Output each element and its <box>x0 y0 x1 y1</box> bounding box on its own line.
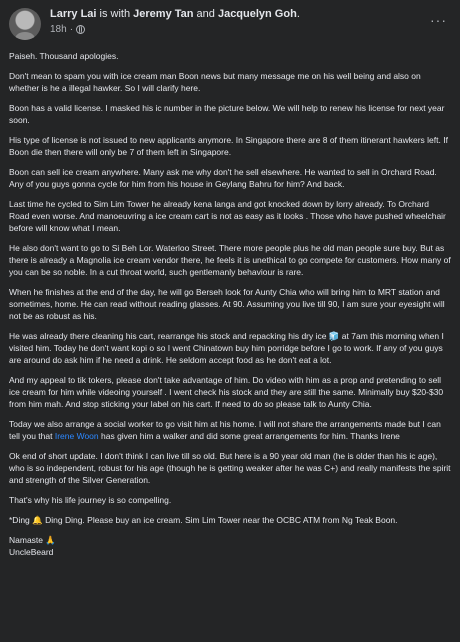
tagged-person-2[interactable]: Jacquelyn Goh <box>217 8 297 20</box>
paragraph: Don't mean to spam you with ice cream man Boon news but many message me on his well being and also on whether is he a illegal hawker. So I will clarify here. <box>9 71 421 93</box>
paragraph: Last time he cycled to Sim Lim Tower he already kena langa and got knocked down by lorry already. To Orchard Road even worse. And manoeuvring a ice cream cart is not as easy as it looks . Those who have pushed wheelchair before will know what I mean. <box>9 199 446 233</box>
paragraph: Paiseh. Thousand apologies. <box>9 51 119 61</box>
social-text-after: has given him a walker and did some great arrangements for him. Thanks Irene <box>98 431 400 441</box>
author-avatar[interactable] <box>9 8 41 40</box>
and-text: and <box>193 8 218 20</box>
paragraph: He also don't want to go to Si Beh Lor. Waterloo Street. There more people plus he old man people sure buy. But as there is already a Magnolia ice cream vendor there, he feels it is unethical to go compete for customers. How many of you can be so noble. In a cut throat world, such gentlemanly behaviour is rare. <box>9 243 451 277</box>
paragraph: Boon has a valid license. I masked his ic number in the picture below. We will help to renew his license for next year soon. <box>9 103 445 125</box>
paragraph: He was already there cleaning his cart, rearrange his stock and repacking his dry ice 🧊 at 7am this morning when I visited him. Today he don't want kopi o so I went Chinatown buy him porridge before I go to work. If any of you guys are around do ask him if he need a drink. He seldom accept food as he don't eat a lot. <box>9 331 444 365</box>
post-header <box>9 8 451 42</box>
paragraph: Ok end of short update. I don't think I can live till so old. But here is a 90 year old man (he is older than his ic age), who is so independent, robust for his age (though he is getting weaker after he was C+) and really manifests the spirit and strength of the Silver Generation. <box>9 451 451 485</box>
post-subline <box>50 23 430 36</box>
post-author-line <box>50 8 430 21</box>
post-body <box>9 50 451 558</box>
post-timestamp[interactable]: 18h <box>50 24 67 35</box>
more-options-icon[interactable]: ··· <box>430 12 447 28</box>
paragraph: Boon can sell ice cream anywhere. Many ask me why don't he sell elsewhere. He wanted to sell in Orchard Road. Any of you guys gonna cycle for him from his house in Geylang Bahru for him? And back. <box>9 167 437 189</box>
with-text: is with <box>96 8 134 20</box>
tagged-irene-woon-link[interactable]: Irene Woon <box>54 431 99 441</box>
post-meta <box>50 8 430 36</box>
tagged-person-1[interactable]: Jeremy Tan <box>133 8 194 20</box>
paragraph: And my appeal to tik tokers, please don't take advantage of him. Do video with him as a prop and pretending to sell ice cream for him while videoing yourself . I went check his stock and they are still the same. Minimally buy $20-$30 from him mah. And stop sticking your label on his cart. If need to do so please talk to Aunty Chia. <box>9 375 444 409</box>
namaste-text: Namaste 🙏 <box>9 535 56 545</box>
paragraph: *Ding 🔔 Ding Ding. Please buy an ice cream. Sim Lim Tower near the OCBC ATM from Ng Teak Boon. <box>9 515 398 525</box>
paragraph: His type of license is not issued to new applicants anymore. In Singapore there are 8 of them itinerant hawkers left. If Boon die then there will only be 7 of them left in Singapore. <box>9 135 448 157</box>
author-name[interactable]: Larry Lai <box>50 8 97 20</box>
globe-icon[interactable] <box>76 25 85 34</box>
paragraph-social-worker <box>9 418 451 442</box>
signoff <box>9 534 451 558</box>
period-text: . <box>296 8 300 20</box>
paragraph: When he finishes at the end of the day, he will go Berseh look for Aunty Chia who will bring him to MRT station and sometimes, home. He can read without reading glasses. At 90. Assuming you live till 90, I am sure your eyesight will not be as robust as his. <box>9 287 445 321</box>
separator-dot: · <box>69 24 74 35</box>
paragraph: That's why his life journey is so compelling. <box>9 495 172 505</box>
signoff-name: UncleBeard <box>9 547 54 557</box>
social-text-before: Today we also arrange a social worker to go visit him at his home. I will not share the arrangements made but I can tell you that <box>9 419 441 441</box>
